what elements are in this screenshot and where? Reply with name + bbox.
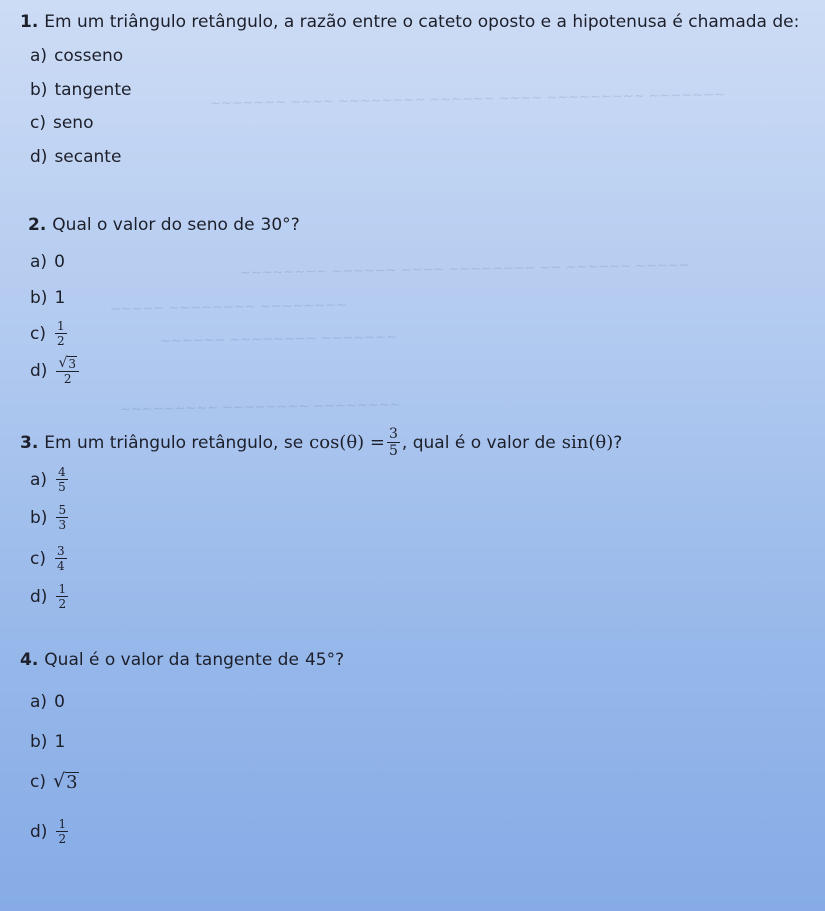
question-number: 3. [20,432,39,453]
cos-expression: cos(θ) = [309,432,385,453]
question-4 [20,650,344,670]
denominator: 3 [58,518,67,532]
sin-expression: sin(θ) [561,432,614,453]
bleed-through-text: ~~~~~~~~~ ~~~~~~~~ ~~~~~~~~ [119,397,401,418]
question-text: Qual é o valor da tangente de [44,650,299,670]
option-label: d) [30,147,48,167]
radicand: 3 [68,357,76,371]
angle-value: 30° [260,215,291,235]
question-text: Qual o valor do seno de [52,215,255,235]
question-1 [20,12,799,32]
question-punct: ? [335,650,345,670]
option-label: a) [30,692,48,712]
fraction [55,545,67,572]
option-4a [30,692,65,712]
option-1a [30,46,123,66]
numerator: 3 [56,544,65,558]
option-label: b) [30,288,48,308]
fraction [56,583,68,610]
question-number: 2. [28,215,47,235]
option-3a [30,466,70,493]
option-text: secante [54,147,122,167]
option-4c [30,772,79,792]
option-label: a) [30,46,48,66]
option-text: cosseno [54,46,124,66]
question-text: Em um triângulo retângulo, se [44,432,304,453]
option-text: seno [52,113,94,133]
square-root [53,772,79,792]
question-number: 1. [20,12,39,32]
radical-sign-icon: √ [52,770,66,792]
option-label: d) [30,821,48,842]
question-text: Em um triângulo retângulo, a razão entre o cateto oposto e a hipotenusa é chamada de: [44,12,800,32]
option-1d [30,147,121,167]
bleed-through-text: ~~~~~ ~~~~~~~~ ~~~~~~~~ [109,297,348,318]
option-2c [30,320,69,347]
option-label: c) [30,548,46,569]
radicand: 3 [66,772,78,793]
option-label: b) [30,507,48,528]
question-number: 4. [20,650,39,670]
option-label: b) [30,80,48,100]
fraction [55,320,67,347]
option-text: 1 [54,732,66,752]
question-text: , qual é o valor de [401,432,556,453]
denominator: 2 [58,597,67,611]
fraction [56,504,68,531]
numerator: 3 [389,426,398,442]
bleed-through-text: ~~~~~~~ ~~~~ ~~~~~~~~ ~~~~~~ ~~~~ ~~~~~~~~~ ~~~~~~~ [209,87,726,112]
numerator: 1 [56,319,65,333]
option-label: d) [30,360,48,381]
option-text: tangente [54,80,132,100]
numerator: 1 [58,817,67,831]
question-punct: ? [290,215,300,235]
option-1c [30,113,93,133]
option-3b [30,504,70,531]
bleed-through-text: ~~~~~~ ~~~~~~~~ ~~~~~~~ [159,329,398,350]
fraction [56,356,79,385]
question-3 [20,427,622,458]
angle-value: 45° [304,650,336,670]
option-label: c) [30,323,46,344]
option-label: c) [30,772,46,792]
option-text: 1 [54,288,66,308]
option-text: 0 [54,692,65,712]
option-4d [30,818,70,845]
option-label: a) [30,252,48,272]
option-4b [30,732,65,752]
fraction [56,818,68,845]
option-label: c) [30,113,46,133]
radical-sign-icon: √ [58,355,68,371]
denominator: 2 [56,334,65,348]
numerator [56,356,79,372]
denominator: 4 [56,559,65,573]
numerator: 5 [58,503,67,517]
option-3d [30,583,70,610]
numerator: 4 [58,465,66,479]
numerator: 1 [58,582,67,596]
denominator: 2 [58,832,67,846]
option-label: b) [30,732,48,752]
option-2b [30,288,65,308]
bleed-through-text: ~~~~~~~~ ~~~~~~ ~~~~ ~~~~~~~~ ~~ ~~~~~~ ~~~~~ [239,258,690,281]
fraction [387,427,400,458]
denominator: 5 [389,443,398,459]
option-label: a) [30,469,48,490]
option-2d [30,356,81,385]
option-1b [30,80,131,100]
square-root [58,356,77,370]
option-3c [30,545,69,572]
option-text: 0 [54,252,65,272]
question-punct: ? [613,432,623,453]
question-2 [28,215,300,235]
denominator: 2 [63,372,72,386]
option-label: d) [30,586,48,607]
option-2a [30,252,65,272]
denominator: 5 [58,480,66,494]
fraction [56,466,68,493]
